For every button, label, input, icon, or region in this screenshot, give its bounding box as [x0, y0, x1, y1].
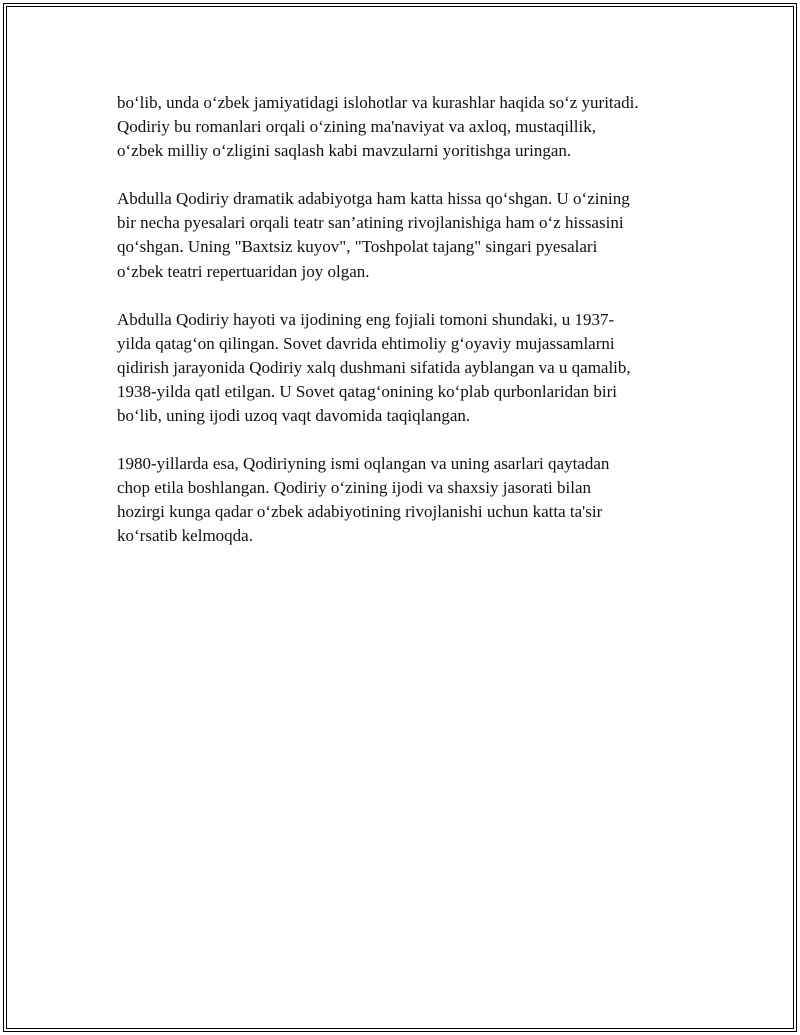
text-line: qidirish jarayonida Qodiriy xalq dushmani sifatida ayblangan va u qamalib, — [117, 357, 631, 377]
paragraph-3 — [117, 308, 707, 428]
text-line: ko‘rsatib kelmoqda. — [117, 526, 253, 546]
text-line: 1938-yilda qatl etilgan. U Sovet qatag‘onining ko‘plab qurbonlaridan biri — [117, 381, 617, 401]
text-line: 1980-yillarda esa, Qodiriyning ismi oqlangan va uning asarlari qaytadan — [117, 454, 610, 474]
text-line: hozirgi kunga qadar o‘zbek adabiyotining rivojlanishi uchun katta ta'sir — [117, 502, 603, 522]
text-line: bir necha pyesalari orqali teatr san’atining rivojlanishiga ham o‘z hissasini — [117, 213, 624, 233]
text-line: qo‘shgan. Uning "Baxtsiz kuyov", "Toshpolat tajang" singari pyesalari — [117, 237, 598, 257]
text-line: bo‘lib, unda o‘zbek jamiyatidagi islohotlar va kurashlar haqida so‘z yuritadi. — [117, 93, 639, 112]
text-line: o‘zbek milliy o‘zligini saqlash kabi mavzularni yoritishga uringan. — [117, 141, 572, 161]
paragraph-4 — [117, 452, 707, 548]
paragraph-2 — [117, 187, 707, 283]
paragraph-1 — [117, 91, 707, 163]
text-line: Abdulla Qodiriy dramatik adabiyotga ham katta hissa qo‘shgan. U o‘zining — [117, 189, 630, 209]
text-line: yilda qatag‘on qilingan. Sovet davrida ehtimoliy g‘oyaviy mujassamlarni — [117, 333, 615, 353]
text-line: bo‘lib, uning ijodi uzoq vaqt davomida taqiqlangan. — [117, 406, 471, 426]
text-line: chop etila boshlangan. Qodiriy o‘zining ijodi va shaxsiy jasorati bilan — [117, 478, 592, 498]
document-body — [117, 91, 707, 573]
text-line: o‘zbek teatri repertuaridan joy olgan. — [117, 261, 370, 281]
text-line: Abdulla Qodiriy hayoti va ijodining eng fojiali tomoni shundaki, u 1937- — [117, 309, 615, 329]
text-line: Qodiriy bu romanlari orqali o‘zining ma'naviyat va axloq, mustaqillik, — [117, 117, 596, 137]
